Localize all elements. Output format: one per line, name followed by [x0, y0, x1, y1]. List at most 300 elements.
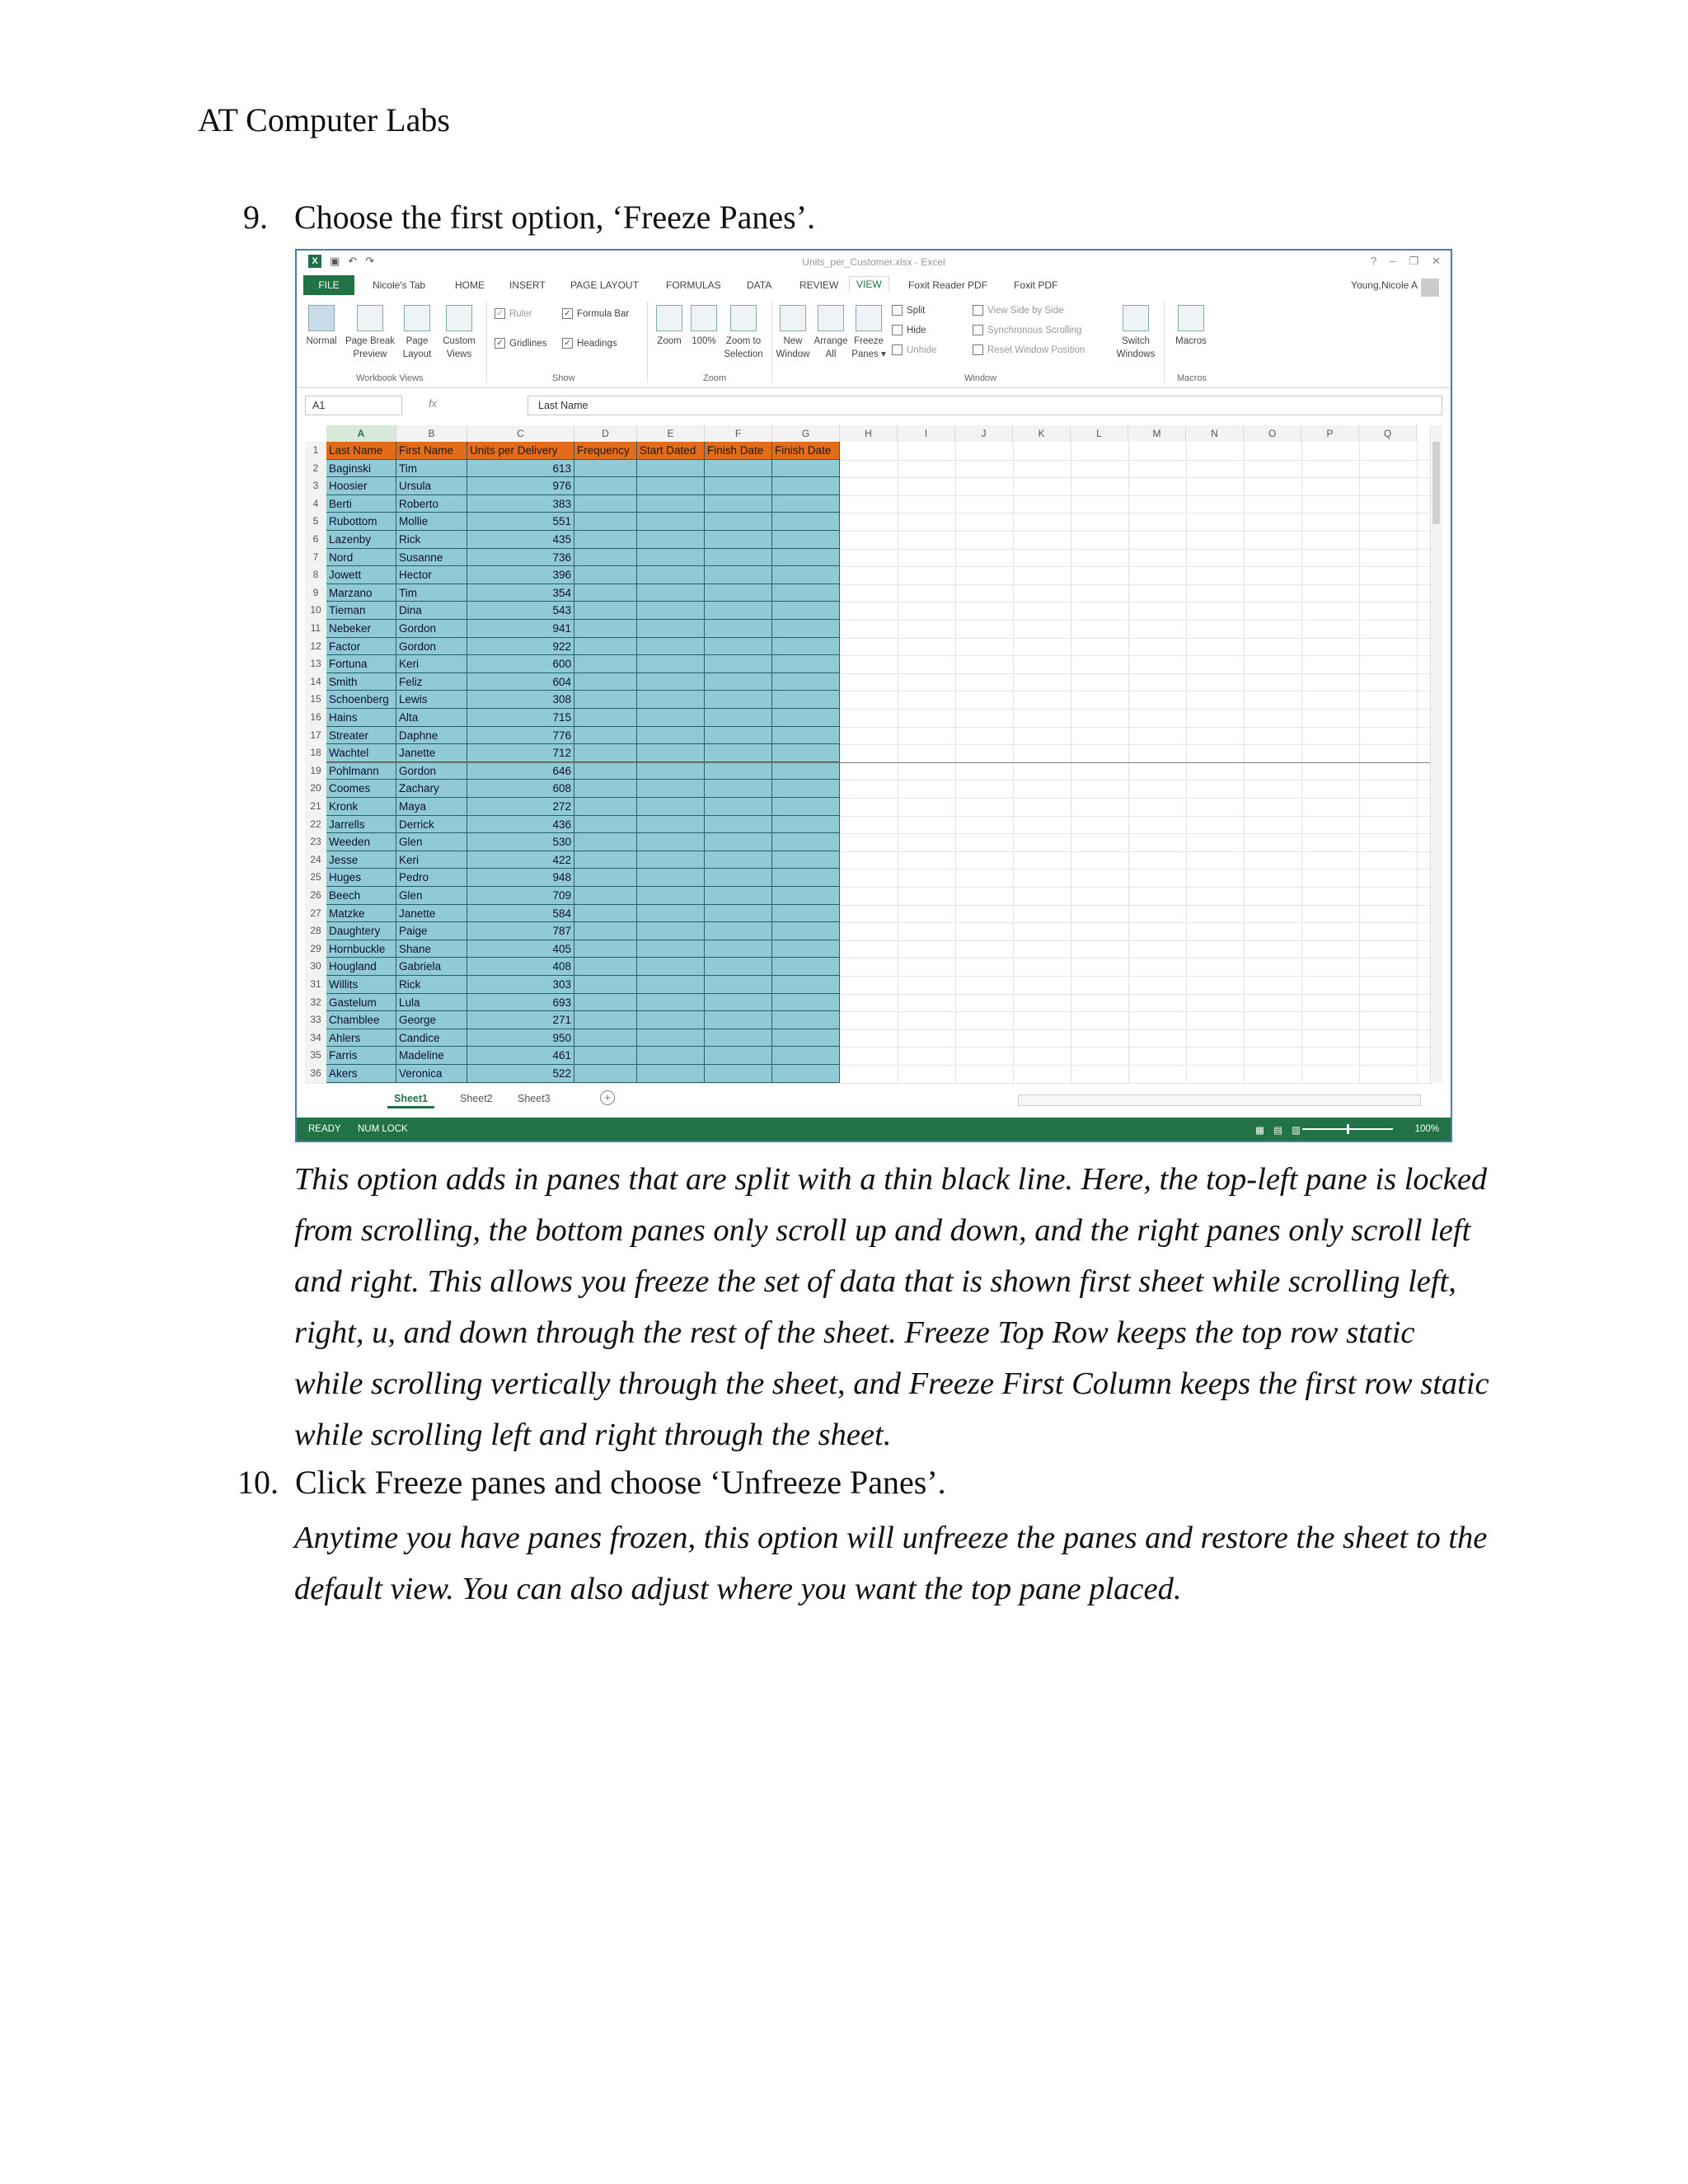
zoom-slider-knob[interactable]: [1347, 1124, 1349, 1134]
data-cell[interactable]: [772, 922, 840, 940]
data-cell[interactable]: [574, 1029, 637, 1047]
data-cell[interactable]: [574, 869, 637, 887]
zoom-100-button[interactable]: 100%: [689, 305, 719, 348]
data-cell[interactable]: [705, 602, 772, 620]
data-cell[interactable]: [574, 531, 637, 549]
data-cell[interactable]: Veronica: [396, 1065, 467, 1083]
data-cell[interactable]: [705, 566, 772, 584]
column-header[interactable]: B: [396, 425, 467, 442]
data-cell[interactable]: [637, 922, 705, 940]
data-cell[interactable]: [705, 798, 772, 816]
data-cell[interactable]: [637, 584, 705, 602]
normal-view-status-icon[interactable]: ▦: [1255, 1126, 1264, 1136]
data-cell[interactable]: Smith: [326, 673, 396, 691]
data-cell[interactable]: [637, 1047, 705, 1065]
data-cell[interactable]: 608: [467, 780, 574, 798]
data-cell[interactable]: [772, 531, 840, 549]
row-header[interactable]: 33: [305, 1011, 326, 1030]
row-header[interactable]: 8: [305, 566, 326, 585]
vertical-scrollbar[interactable]: [1430, 425, 1442, 1083]
zoom-button[interactable]: Zoom: [651, 305, 687, 348]
data-cell[interactable]: Farris: [326, 1047, 396, 1065]
data-cell[interactable]: [637, 673, 705, 691]
data-cell[interactable]: [772, 602, 840, 620]
row-header[interactable]: 22: [305, 816, 326, 835]
row-header[interactable]: 32: [305, 994, 326, 1013]
data-cell[interactable]: 600: [467, 655, 574, 673]
data-cell[interactable]: Factor: [326, 638, 396, 656]
page-layout-status-icon[interactable]: ▤: [1273, 1126, 1282, 1136]
tab-review[interactable]: REVIEW: [799, 279, 839, 291]
data-cell[interactable]: Hougland: [326, 958, 396, 976]
reset-window-position-button[interactable]: Reset Window Position: [973, 344, 1085, 355]
close-icon[interactable]: ✕: [1432, 255, 1441, 267]
page-layout-button[interactable]: Page Layout: [399, 305, 435, 361]
data-cell[interactable]: [637, 495, 705, 513]
column-header[interactable]: H: [840, 425, 898, 442]
header-cell[interactable]: Units per Delivery: [467, 442, 574, 460]
column-header[interactable]: O: [1244, 425, 1301, 442]
data-cell[interactable]: [574, 584, 637, 602]
data-cell[interactable]: Berti: [326, 495, 396, 513]
row-header[interactable]: 9: [305, 584, 326, 603]
data-cell[interactable]: Chamblee: [326, 1011, 396, 1029]
sync-scrolling-button[interactable]: Synchronous Scrolling: [973, 325, 1081, 335]
data-cell[interactable]: 551: [467, 513, 574, 531]
data-cell[interactable]: [705, 691, 772, 709]
row-header[interactable]: 7: [305, 549, 326, 568]
data-cell[interactable]: [574, 655, 637, 673]
data-cell[interactable]: Alta: [396, 709, 467, 727]
header-cell[interactable]: Finish Date: [705, 442, 772, 460]
data-cell[interactable]: [574, 798, 637, 816]
row-header[interactable]: 19: [305, 762, 326, 781]
row-header[interactable]: 12: [305, 638, 326, 657]
data-cell[interactable]: 604: [467, 673, 574, 691]
column-header[interactable]: A: [326, 425, 396, 443]
redo-icon[interactable]: ↷: [365, 255, 375, 267]
row-header[interactable]: 28: [305, 922, 326, 941]
tab-page-layout[interactable]: PAGE LAYOUT: [570, 279, 639, 291]
tab-data[interactable]: DATA: [747, 279, 772, 291]
data-cell[interactable]: Hector: [396, 566, 467, 584]
data-cell[interactable]: [705, 851, 772, 869]
data-cell[interactable]: 712: [467, 744, 574, 762]
column-header[interactable]: J: [955, 425, 1013, 442]
data-cell[interactable]: 522: [467, 1065, 574, 1083]
row-header[interactable]: 11: [305, 620, 326, 639]
row-header[interactable]: 30: [305, 958, 326, 977]
column-header[interactable]: K: [1013, 425, 1071, 442]
data-cell[interactable]: [772, 709, 840, 727]
data-cell[interactable]: Gordon: [396, 638, 467, 656]
data-cell[interactable]: Gastelum: [326, 994, 396, 1012]
row-header[interactable]: 35: [305, 1047, 326, 1066]
data-cell[interactable]: [772, 833, 840, 851]
data-cell[interactable]: Tieman: [326, 602, 396, 620]
data-cell[interactable]: [637, 691, 705, 709]
data-cell[interactable]: [637, 460, 705, 478]
data-cell[interactable]: 950: [467, 1029, 574, 1047]
row-header[interactable]: 10: [305, 602, 326, 621]
header-cell[interactable]: Frequency: [574, 442, 637, 460]
data-cell[interactable]: Willits: [326, 976, 396, 994]
data-cell[interactable]: Zachary: [396, 780, 467, 798]
data-cell[interactable]: [705, 1011, 772, 1029]
headings-checkbox[interactable]: ✓ Headings: [562, 338, 617, 349]
row-header[interactable]: 31: [305, 976, 326, 995]
data-cell[interactable]: [772, 566, 840, 584]
zoom-slider[interactable]: [1302, 1128, 1393, 1130]
data-cell[interactable]: 383: [467, 495, 574, 513]
row-header[interactable]: 29: [305, 940, 326, 959]
data-cell[interactable]: [574, 495, 637, 513]
data-cell[interactable]: [705, 1065, 772, 1083]
data-cell[interactable]: [772, 994, 840, 1012]
data-cell[interactable]: [772, 620, 840, 638]
data-cell[interactable]: [705, 780, 772, 798]
save-icon[interactable]: ▣: [330, 255, 340, 267]
view-side-by-side-button[interactable]: View Side by Side: [973, 305, 1063, 316]
function-icon[interactable]: fx: [429, 398, 437, 410]
custom-views-button[interactable]: Custom Views: [438, 305, 480, 361]
data-cell[interactable]: Ursula: [396, 477, 467, 495]
data-cell[interactable]: [574, 833, 637, 851]
data-cell[interactable]: Baginski: [326, 460, 396, 478]
data-cell[interactable]: [637, 869, 705, 887]
data-cell[interactable]: Jarrells: [326, 816, 396, 834]
data-cell[interactable]: [705, 887, 772, 905]
row-header[interactable]: 17: [305, 727, 326, 746]
data-cell[interactable]: Hoosier: [326, 477, 396, 495]
data-cell[interactable]: Schoenberg: [326, 691, 396, 709]
formula-input[interactable]: Last Name: [528, 396, 1442, 415]
data-cell[interactable]: [637, 958, 705, 976]
data-cell[interactable]: [574, 477, 637, 495]
data-cell[interactable]: 272: [467, 798, 574, 816]
row-header[interactable]: 2: [305, 460, 326, 479]
row-header[interactable]: 16: [305, 709, 326, 728]
data-cell[interactable]: Madeline: [396, 1047, 467, 1065]
data-cell[interactable]: Candice: [396, 1029, 467, 1047]
data-cell[interactable]: Janette: [396, 905, 467, 923]
data-cell[interactable]: [705, 513, 772, 531]
row-header[interactable]: 1: [305, 442, 326, 461]
user-name[interactable]: Young,Nicole A: [1351, 279, 1418, 291]
data-cell[interactable]: [772, 887, 840, 905]
data-cell[interactable]: [637, 709, 705, 727]
data-cell[interactable]: [772, 477, 840, 495]
row-header[interactable]: 15: [305, 691, 326, 710]
data-cell[interactable]: Janette: [396, 744, 467, 762]
data-cell[interactable]: [637, 816, 705, 834]
header-cell[interactable]: Finish Date: [772, 442, 840, 460]
data-cell[interactable]: [772, 851, 840, 869]
data-cell[interactable]: [574, 709, 637, 727]
data-cell[interactable]: Tim: [396, 584, 467, 602]
data-cell[interactable]: Lewis: [396, 691, 467, 709]
data-cell[interactable]: 613: [467, 460, 574, 478]
minimize-icon[interactable]: –: [1390, 255, 1396, 267]
column-header[interactable]: G: [772, 425, 840, 442]
column-header[interactable]: P: [1301, 425, 1359, 442]
data-cell[interactable]: [574, 566, 637, 584]
data-cell[interactable]: [574, 513, 637, 531]
sheet-tab-2[interactable]: Sheet2: [460, 1093, 493, 1104]
data-cell[interactable]: [705, 495, 772, 513]
data-cell[interactable]: [574, 762, 637, 780]
data-cell[interactable]: Wachtel: [326, 744, 396, 762]
data-cell[interactable]: [772, 1029, 840, 1047]
zoom-to-selection-button[interactable]: Zoom to Selection: [720, 305, 767, 361]
data-cell[interactable]: [574, 994, 637, 1012]
data-cell[interactable]: [637, 531, 705, 549]
data-cell[interactable]: Jowett: [326, 566, 396, 584]
header-cell[interactable]: First Name: [396, 442, 467, 460]
normal-view-button[interactable]: Normal: [303, 305, 340, 348]
column-header[interactable]: N: [1186, 425, 1244, 442]
data-cell[interactable]: Susanne: [396, 549, 467, 567]
data-cell[interactable]: Jesse: [326, 851, 396, 869]
row-header[interactable]: 20: [305, 780, 326, 799]
data-cell[interactable]: Rubottom: [326, 513, 396, 531]
data-cell[interactable]: [772, 780, 840, 798]
data-cell[interactable]: Derrick: [396, 816, 467, 834]
data-cell[interactable]: [574, 602, 637, 620]
data-cell[interactable]: 709: [467, 887, 574, 905]
data-cell[interactable]: 271: [467, 1011, 574, 1029]
tab-view[interactable]: VIEW: [849, 276, 889, 292]
data-cell[interactable]: Gordon: [396, 762, 467, 780]
data-cell[interactable]: Ahlers: [326, 1029, 396, 1047]
data-cell[interactable]: 435: [467, 531, 574, 549]
column-header[interactable]: C: [467, 425, 574, 442]
row-header[interactable]: 25: [305, 869, 326, 888]
header-cell[interactable]: Last Name: [326, 442, 396, 460]
data-cell[interactable]: [772, 584, 840, 602]
data-cell[interactable]: Rick: [396, 976, 467, 994]
data-cell[interactable]: [574, 638, 637, 656]
data-cell[interactable]: [637, 566, 705, 584]
sheet-tab-1[interactable]: Sheet1: [387, 1091, 434, 1108]
data-cell[interactable]: Paige: [396, 922, 467, 940]
data-cell[interactable]: Feliz: [396, 673, 467, 691]
data-cell[interactable]: [772, 655, 840, 673]
data-cell[interactable]: [772, 1065, 840, 1083]
tab-foxit-reader[interactable]: Foxit Reader PDF: [908, 279, 988, 291]
row-header[interactable]: 3: [305, 477, 326, 496]
row-header[interactable]: 6: [305, 531, 326, 550]
data-cell[interactable]: 422: [467, 851, 574, 869]
data-cell[interactable]: Keri: [396, 655, 467, 673]
horizontal-scrollbar[interactable]: [1018, 1094, 1421, 1106]
tab-insert[interactable]: INSERT: [509, 279, 546, 291]
column-header[interactable]: M: [1128, 425, 1186, 442]
data-cell[interactable]: [772, 869, 840, 887]
data-cell[interactable]: [637, 762, 705, 780]
data-cell[interactable]: 941: [467, 620, 574, 638]
data-cell[interactable]: Beech: [326, 887, 396, 905]
data-cell[interactable]: [574, 816, 637, 834]
data-cell[interactable]: 948: [467, 869, 574, 887]
data-cell[interactable]: [574, 727, 637, 745]
data-cell[interactable]: 976: [467, 477, 574, 495]
data-cell[interactable]: [574, 976, 637, 994]
data-cell[interactable]: [574, 958, 637, 976]
data-cell[interactable]: [705, 709, 772, 727]
data-cell[interactable]: [637, 477, 705, 495]
data-cell[interactable]: [772, 727, 840, 745]
data-cell[interactable]: [574, 780, 637, 798]
data-cell[interactable]: [705, 976, 772, 994]
row-header[interactable]: 5: [305, 513, 326, 532]
data-cell[interactable]: [772, 1011, 840, 1029]
data-cell[interactable]: [705, 833, 772, 851]
data-cell[interactable]: Nebeker: [326, 620, 396, 638]
page-break-status-icon[interactable]: ▥: [1292, 1126, 1301, 1136]
data-cell[interactable]: 436: [467, 816, 574, 834]
data-cell[interactable]: [772, 691, 840, 709]
data-cell[interactable]: [772, 549, 840, 567]
data-cell[interactable]: [637, 833, 705, 851]
scroll-thumb[interactable]: [1432, 442, 1440, 524]
data-cell[interactable]: [705, 762, 772, 780]
data-cell[interactable]: Fortuna: [326, 655, 396, 673]
row-header[interactable]: 14: [305, 673, 326, 692]
data-cell[interactable]: [637, 905, 705, 923]
data-cell[interactable]: Kronk: [326, 798, 396, 816]
data-cell[interactable]: Shane: [396, 940, 467, 958]
data-cell[interactable]: [637, 780, 705, 798]
column-header[interactable]: F: [705, 425, 772, 442]
help-icon[interactable]: ?: [1370, 255, 1377, 267]
data-cell[interactable]: Daphne: [396, 727, 467, 745]
data-cell[interactable]: [637, 513, 705, 531]
row-header[interactable]: 23: [305, 833, 326, 852]
row-header[interactable]: 27: [305, 905, 326, 924]
data-cell[interactable]: 584: [467, 905, 574, 923]
data-cell[interactable]: Matzke: [326, 905, 396, 923]
data-cell[interactable]: Gordon: [396, 620, 467, 638]
switch-windows-button[interactable]: Switch Windows: [1113, 305, 1159, 361]
data-cell[interactable]: [637, 976, 705, 994]
data-cell[interactable]: Lazenby: [326, 531, 396, 549]
data-cell[interactable]: Nord: [326, 549, 396, 567]
tab-home[interactable]: HOME: [455, 279, 485, 291]
data-cell[interactable]: [637, 727, 705, 745]
freeze-panes-button[interactable]: Freeze Panes ▾: [851, 305, 887, 361]
data-cell[interactable]: [574, 1065, 637, 1083]
gridlines-checkbox[interactable]: ✓ Gridlines: [495, 338, 546, 349]
data-cell[interactable]: [637, 620, 705, 638]
data-cell[interactable]: [637, 798, 705, 816]
data-cell[interactable]: [637, 994, 705, 1012]
data-cell[interactable]: [772, 905, 840, 923]
data-cell[interactable]: [705, 531, 772, 549]
tab-formulas[interactable]: FORMULAS: [666, 279, 721, 291]
data-cell[interactable]: [772, 673, 840, 691]
undo-icon[interactable]: ↶: [348, 255, 358, 267]
data-cell[interactable]: 354: [467, 584, 574, 602]
data-cell[interactable]: [772, 495, 840, 513]
data-cell[interactable]: [772, 1047, 840, 1065]
data-cell[interactable]: [574, 620, 637, 638]
data-cell[interactable]: [705, 584, 772, 602]
data-cell[interactable]: [574, 887, 637, 905]
data-cell[interactable]: [637, 602, 705, 620]
split-button[interactable]: Split: [892, 305, 925, 316]
data-cell[interactable]: [637, 1029, 705, 1047]
data-cell[interactable]: Daughtery: [326, 922, 396, 940]
data-cell[interactable]: 715: [467, 709, 574, 727]
data-cell[interactable]: [574, 1011, 637, 1029]
data-cell[interactable]: [574, 905, 637, 923]
data-cell[interactable]: 396: [467, 566, 574, 584]
data-cell[interactable]: [637, 940, 705, 958]
data-cell[interactable]: George: [396, 1011, 467, 1029]
tab-file[interactable]: FILE: [303, 275, 354, 295]
arrange-all-button[interactable]: Arrange All: [813, 305, 849, 361]
data-cell[interactable]: [772, 460, 840, 478]
header-cell[interactable]: Start Dated: [637, 442, 705, 460]
data-cell[interactable]: [637, 851, 705, 869]
page-break-preview-button[interactable]: Page Break Preview: [343, 305, 397, 361]
data-cell[interactable]: Keri: [396, 851, 467, 869]
data-cell[interactable]: [637, 655, 705, 673]
row-header[interactable]: 24: [305, 851, 326, 870]
user-avatar-icon[interactable]: [1421, 279, 1439, 297]
data-cell[interactable]: [705, 477, 772, 495]
data-cell[interactable]: [705, 620, 772, 638]
data-cell[interactable]: [574, 549, 637, 567]
data-cell[interactable]: [705, 994, 772, 1012]
data-cell[interactable]: Hornbuckle: [326, 940, 396, 958]
data-cell[interactable]: [574, 691, 637, 709]
data-cell[interactable]: Marzano: [326, 584, 396, 602]
data-cell[interactable]: [705, 1047, 772, 1065]
hide-button[interactable]: Hide: [892, 325, 926, 335]
data-cell[interactable]: Akers: [326, 1065, 396, 1083]
data-cell[interactable]: [772, 976, 840, 994]
row-header[interactable]: 26: [305, 887, 326, 906]
data-cell[interactable]: Dina: [396, 602, 467, 620]
data-cell[interactable]: [705, 869, 772, 887]
data-cell[interactable]: 646: [467, 762, 574, 780]
data-cell[interactable]: Glen: [396, 833, 467, 851]
data-cell[interactable]: [574, 940, 637, 958]
data-cell[interactable]: [705, 727, 772, 745]
data-cell[interactable]: [772, 744, 840, 762]
data-cell[interactable]: Mollie: [396, 513, 467, 531]
row-header[interactable]: 36: [305, 1065, 326, 1084]
data-cell[interactable]: [705, 549, 772, 567]
data-cell[interactable]: Roberto: [396, 495, 467, 513]
data-cell[interactable]: Glen: [396, 887, 467, 905]
unhide-button[interactable]: Unhide: [892, 344, 936, 355]
data-cell[interactable]: 736: [467, 549, 574, 567]
data-cell[interactable]: Gabriela: [396, 958, 467, 976]
restore-icon[interactable]: ❐: [1409, 255, 1419, 267]
data-cell[interactable]: Pedro: [396, 869, 467, 887]
data-cell[interactable]: 461: [467, 1047, 574, 1065]
data-cell[interactable]: [772, 940, 840, 958]
data-cell[interactable]: Streater: [326, 727, 396, 745]
data-cell[interactable]: Maya: [396, 798, 467, 816]
data-cell[interactable]: Hains: [326, 709, 396, 727]
data-cell[interactable]: Coomes: [326, 780, 396, 798]
formula-bar-checkbox[interactable]: ✓ Formula Bar: [562, 308, 629, 319]
data-cell[interactable]: [772, 958, 840, 976]
